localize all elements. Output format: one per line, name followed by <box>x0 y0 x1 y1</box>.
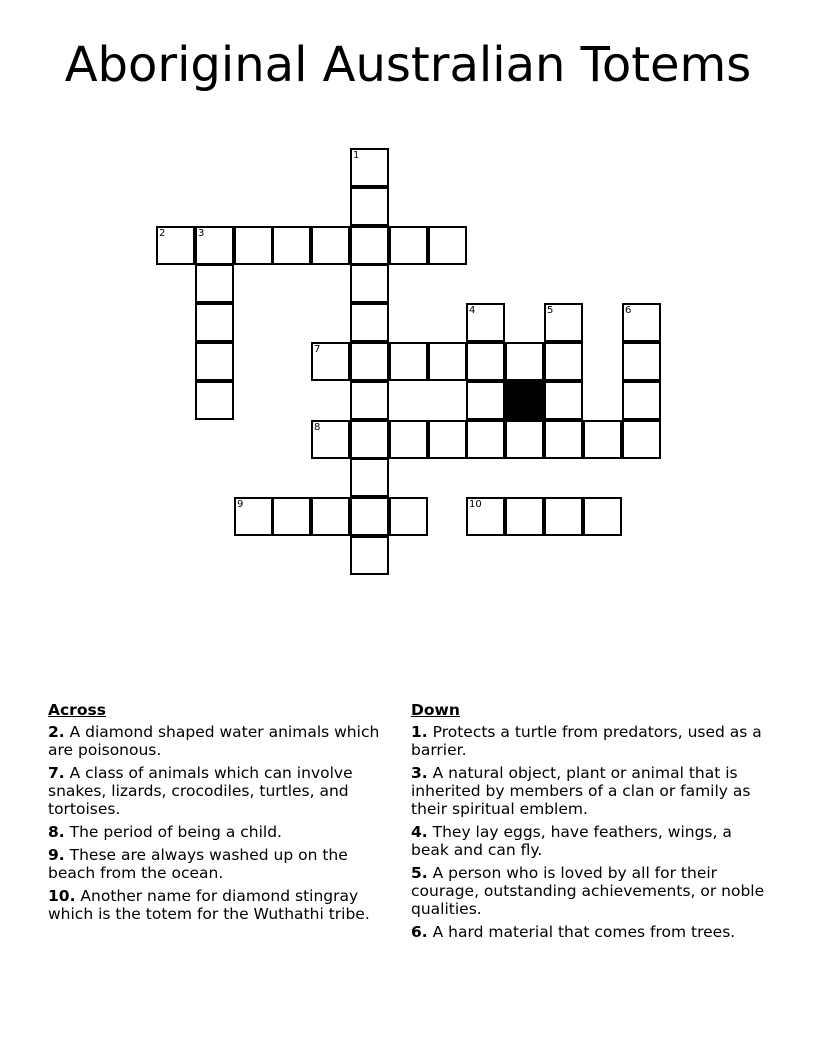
grid-cell[interactable] <box>389 420 428 459</box>
grid-cell[interactable] <box>622 420 661 459</box>
grid-cell[interactable] <box>505 420 544 459</box>
clue-text: A natural object, plant or animal that is inherited by members of a clan or family as their spiritual emblem. <box>411 764 751 818</box>
grid-cell[interactable] <box>311 497 350 536</box>
grid-cell[interactable] <box>350 226 389 265</box>
grid-cell[interactable] <box>350 497 389 536</box>
grid-cell[interactable] <box>350 381 389 420</box>
grid-cell[interactable] <box>195 303 234 342</box>
clue-text: Another name for diamond stingray which is the totem for the Wuthathi tribe. <box>48 887 370 923</box>
cell-number: 10 <box>469 499 482 510</box>
grid-cell[interactable] <box>234 226 273 265</box>
clue-number: 3. <box>411 764 428 782</box>
clue-number: 1. <box>411 723 428 741</box>
clue-text: These are always washed up on the beach from the ocean. <box>48 846 348 882</box>
grid-cell[interactable] <box>505 342 544 381</box>
grid-cell[interactable] <box>428 342 467 381</box>
clue-text: Protects a turtle from predators, used as a barrier. <box>411 723 762 759</box>
grid-cell[interactable] <box>350 420 389 459</box>
grid-cell[interactable] <box>544 420 583 459</box>
clue-down-1 <box>411 723 771 759</box>
clue-across-2 <box>48 723 398 759</box>
grid-cell[interactable] <box>544 381 583 420</box>
grid-cell[interactable] <box>350 458 389 497</box>
clue-number: 5. <box>411 864 428 882</box>
cell-number: 2 <box>159 228 166 239</box>
grid-cell[interactable] <box>622 381 661 420</box>
clue-number: 9. <box>48 846 65 864</box>
grid-cell[interactable] <box>272 226 311 265</box>
clue-number: 6. <box>411 923 428 941</box>
grid-cell[interactable] <box>350 148 389 187</box>
grid-cell[interactable] <box>466 303 505 342</box>
clue-down-3 <box>411 764 771 818</box>
clue-number: 8. <box>48 823 65 841</box>
grid-cell[interactable] <box>350 536 389 575</box>
grid-cell[interactable] <box>350 264 389 303</box>
grid-cell[interactable] <box>544 497 583 536</box>
clue-number: 4. <box>411 823 428 841</box>
grid-cell[interactable] <box>544 342 583 381</box>
clue-number: 10. <box>48 887 76 905</box>
clue-text: They lay eggs, have feathers, wings, a beak and can fly. <box>411 823 732 859</box>
grid-cell[interactable] <box>622 342 661 381</box>
cell-number: 7 <box>314 344 321 355</box>
grid-cell[interactable] <box>622 303 661 342</box>
grid-cell[interactable] <box>544 303 583 342</box>
clue-down-5 <box>411 864 771 918</box>
clue-text: A person who is loved by all for their courage, outstanding achievements, or noble qualities. <box>411 864 765 918</box>
grid-cell[interactable] <box>195 226 234 265</box>
grid-cell[interactable] <box>311 342 350 381</box>
clue-across-9 <box>48 846 398 882</box>
cell-number: 1 <box>353 150 360 161</box>
page-title: Aboriginal Australian Totems <box>64 37 752 93</box>
across-heading: Across <box>48 701 106 719</box>
grid-cell[interactable] <box>350 187 389 226</box>
grid-cell[interactable] <box>466 497 505 536</box>
grid-cell[interactable] <box>389 342 428 381</box>
clue-text: A class of animals which can involve snakes, lizards, crocodiles, turtles, and tortoises. <box>48 764 353 818</box>
grid-cell[interactable] <box>428 420 467 459</box>
grid-cell[interactable] <box>311 420 350 459</box>
clue-down-4 <box>411 823 771 859</box>
grid-cell[interactable] <box>505 497 544 536</box>
grid-cell[interactable] <box>195 381 234 420</box>
grid-cell[interactable] <box>583 497 622 536</box>
grid-cell[interactable] <box>466 381 505 420</box>
grid-cell[interactable] <box>234 497 273 536</box>
grid-cell[interactable] <box>466 420 505 459</box>
clue-text: A diamond shaped water animals which are poisonous. <box>48 723 380 759</box>
grid-cell[interactable] <box>389 226 428 265</box>
cell-number: 9 <box>237 499 244 510</box>
grid-cell[interactable] <box>466 342 505 381</box>
clue-text: The period of being a child. <box>69 823 282 841</box>
clue-number: 7. <box>48 764 65 782</box>
grid-cell[interactable] <box>350 342 389 381</box>
cell-number: 6 <box>625 305 632 316</box>
cell-number: 5 <box>547 305 554 316</box>
cell-number: 3 <box>198 228 205 239</box>
blocked-cell <box>505 381 544 420</box>
grid-cell[interactable] <box>311 226 350 265</box>
grid-cell[interactable] <box>583 420 622 459</box>
clue-down-6 <box>411 923 771 941</box>
grid-cell[interactable] <box>428 226 467 265</box>
down-clues <box>411 701 771 946</box>
clue-text: A hard material that comes from trees. <box>432 923 736 941</box>
grid-cell[interactable] <box>156 226 195 265</box>
cell-number: 4 <box>469 305 476 316</box>
clue-across-8 <box>48 823 398 841</box>
clue-number: 2. <box>48 723 65 741</box>
grid-cell[interactable] <box>272 497 311 536</box>
cell-number: 8 <box>314 422 321 433</box>
grid-cell[interactable] <box>350 303 389 342</box>
across-clues <box>48 701 398 928</box>
grid-cell[interactable] <box>195 264 234 303</box>
grid-cell[interactable] <box>195 342 234 381</box>
clue-across-10 <box>48 887 398 923</box>
down-heading: Down <box>411 701 460 719</box>
grid-cell[interactable] <box>389 497 428 536</box>
clue-across-7 <box>48 764 398 818</box>
